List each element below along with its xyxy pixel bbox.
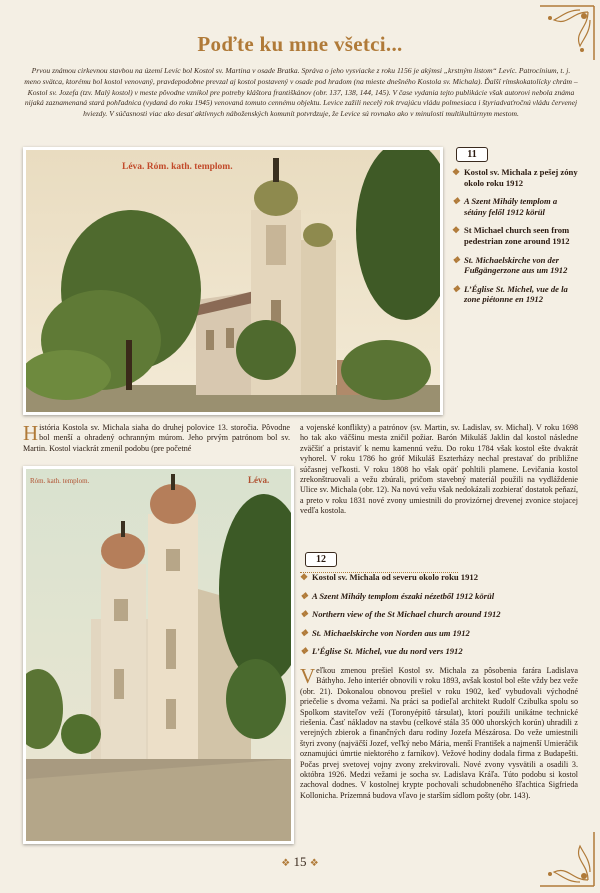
caption-item: ❖ Kostol sv. Michala z pešej zóny okolo roku 1912 [452,167,578,188]
caption-item: ❖ Northern view of the St Michael church around 1912 [300,609,501,620]
diamond-bullet-icon: ❖ [452,283,461,294]
diamond-bullet-icon: ❖ [452,225,461,236]
figure-number-12: 12 [305,552,337,567]
history-paragraph-right: a vojenské konflikty) a patrónov (sv. Martin, sv. Ladislav, sv. Michal). V roku 1698 ho tak ako väčšinu mesta zničil požiar. Barón Mikuláš Jaklin dal kostol následne zväčšiť a pristaviť k nemu kamennú vežu. Do roku 1784 však kostol ešte dvakrát vyhorel. V roku 1786 ho gróf Mikuláš Eszterházy nechal prestavať do približne súčasnej veľkosti. V roku 1808 ho však opäť pohltili plamene. Levičania kostol zrekonštruovali a vežu zbúrali, pričom stavebný materiál použili na vydláždenie Ulice sv. Michala (obr. 12). Na novú vežu však nedokázali zozbierať dostatok peňazí, a preto v roku 1831 nové zvony umiestnili do provizórnej drevenej zvonice stojacej vedľa kostola. [300,423,578,516]
postcard-photo-11 [23,147,443,415]
figure-12-captions [300,572,578,665]
diamond-bullet-icon: ❖ [300,572,309,582]
diamond-bullet-icon: ❖ [300,609,309,620]
diamond-bullet-icon: ❖ [452,196,461,207]
postcard-caption-11: Léva. Róm. kath. templom. [122,162,233,172]
caption-item: ❖ St. Michaelskirche von der Fußgängerzone aus um 1912 [452,254,568,276]
ornament-icon: ❖ [309,858,319,869]
diamond-bullet-icon: ❖ [452,254,461,265]
drop-cap: H [23,421,39,445]
diamond-bullet-icon: ❖ [300,627,309,638]
caption-item: ❖ L’Église St. Michel, vue de la zone piétonne en 1912 [452,283,568,305]
page-number: ❖ 15 ❖ [281,854,319,869]
caption-item: ❖ St Michael church seen from pedestrian zone around 1912 [452,225,570,246]
postcard-place-12: Léva. [248,475,270,485]
figure-11-captions [452,167,578,313]
diamond-bullet-icon: ❖ [452,167,461,177]
drop-cap: V [300,664,316,688]
postcard-caption-12: Róm. kath. templom. [30,477,90,485]
intro-paragraph: Prvou známou cirkevnou stavbou na území Levíc bol Kostol sv. Martina v osade Bratka. Správa o jeho vysviacke z roku 1156 je akýmsi „krstným listom“ Levíc. Patrocínium, t. j. meno svätca, ktorému bol kostol venovaný, pravdepodobne prevzal aj kostol postavený v osade pod hradom (na mieste dnešného Kostola sv. Michala). Ďalší rímskokatolícky chrám – Kostol sv. Jozefa (tzv. Malý kostol) v meste pôvodne vznikol pre potreby kláštora františkánov (obr. 137, 138, 144, 145). V čase vydania tejto publikácie však autorovi nebola známa nijaká zaznamenaná stará pohľadnica (vydaná do roku 1945) venovaná tomuto cennému objektu. Levice zažili necelý rok trvajúcu vládu polmesiaca i štyriadvaťročnú vládu červenej hviezdy. V súčasnosti viac ako desať aktívnych náboženských komunít potvrdzuje, že Levice sú rovnako ako v minulosti multikultúrnym mestom. [24,66,578,119]
ornament-icon: ❖ [281,858,291,869]
page-title: Poďte ku mne všetci... [197,32,403,56]
diamond-bullet-icon: ❖ [300,646,309,657]
figure-number-11: 11 [456,147,488,162]
caption-item: ❖ St. Michaelskirche von Norden aus um 1912 [300,627,470,638]
reconstruction-paragraph: Veľkou zmenou prešiel Kostol sv. Michala za pôsobenia farára Ladislava Báthyho. Jeho interiér obnovili v roku 1893, avšak kostol bol ešte vždy bez veže (obr. 21). Dokonalou obnovou prešiel v roku 1902, keď vybudovali východné priečelie s dvoma vežami. Na práci sa podieľal architekt Rudolf Czibulka spolu so Spolkom staviteľov veží (Toronyépítő társulat), ktorí použili unikátne technické riešenia. Časť nákladov na stavbu (celkové stála 35 000 uhorských korún) uhradili z verejných zbierok a finančných daru rodiny Jozefa Mészárosa. Do veže umiestnili štyri zvony (najväčší Jozef, veľký nebo Mária, menší František a najmenší Umieráčik oznamujúci úmrtie niektorého z farníkov). Vežové hodiny dodala firma z Budapešti. Počas prvej svetovej vojny zvony zrekvirovali. Nové zvony vysvätili a osadili 3. októbra 1926. Medzi vežami je socha sv. Ladislava Kráľa. Túto podobu si kostol zachoval dodnes. V kostolnej krypte pochovali schudobneného šľachtica Sigfrieda Kollonicha. Prízemná budova vľavo je starším sídlom pošty (obr. 143). [300,664,578,800]
caption-item: ❖ A Szent Mihály templom északi nézetből 1912 körül [300,590,495,601]
caption-item: ❖ Kostol sv. Michala od severu okolo roku 1912 [300,572,478,582]
diamond-bullet-icon: ❖ [300,590,309,601]
caption-item: ❖ A Szent Mihály templom a sétány felől 1912 körül [452,196,558,217]
history-paragraph-left: História Kostola sv. Michala siaha do druhej polovice 13. storočia. Pôvodne bol menší a ohradený ochranným múrom. Jeho prvým patrónom bol sv. Martin. Kostol viackrát zmenil podobu (pre početné [23,421,290,453]
caption-item: ❖ L’Église St. Michel, vue du nord vers 1912 [300,646,463,657]
postcard-photo-12 [23,466,294,844]
